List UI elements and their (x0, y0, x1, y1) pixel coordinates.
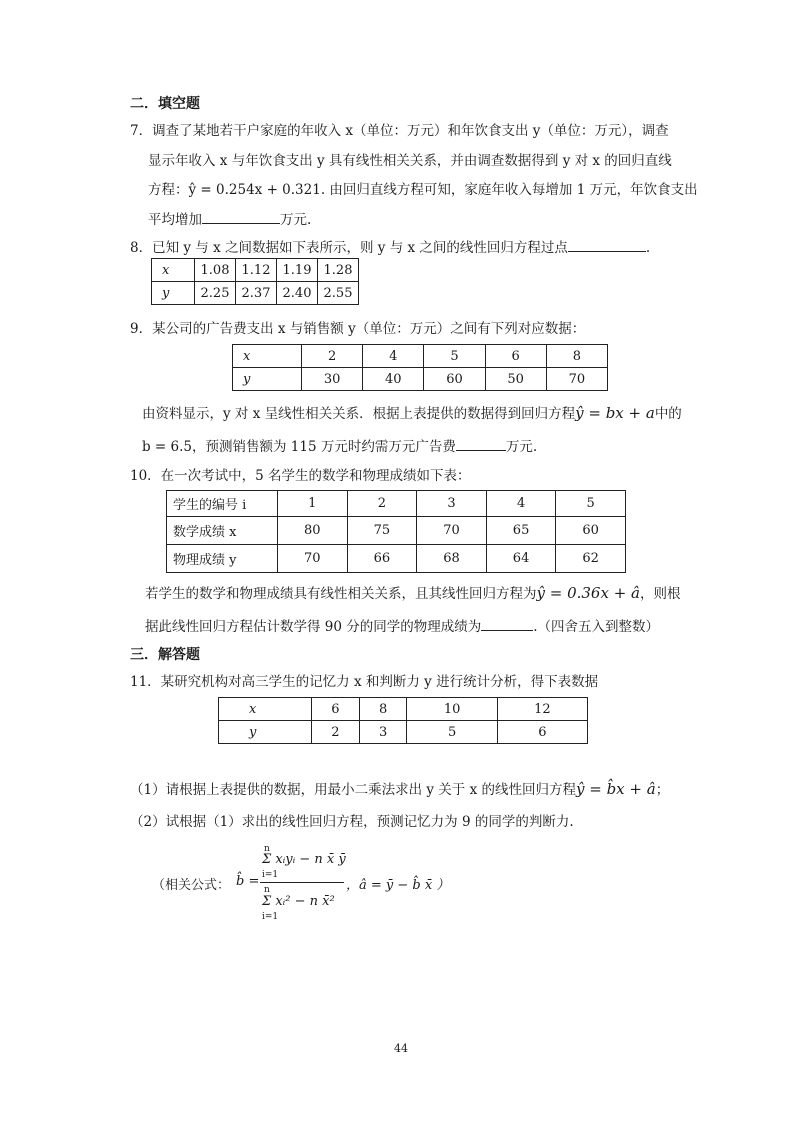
table-row (167, 545, 626, 573)
q9-unit: 万元. (505, 439, 538, 455)
q7-line-2: 显示年收入 x 与年饮食支出 y 具有线性相关关系，并由调查数据得到 y 对 x 的回归直线 (148, 153, 672, 169)
table-cell: y (152, 282, 195, 305)
table-cell: 4 (363, 345, 424, 368)
q8-answer-blank[interactable] (568, 237, 646, 252)
q9-line-2 (142, 404, 682, 423)
q11-part-1-text: （1）请根据上表提供的数据，用最小二乘法求出 y 关于 x 的线性回归方程 (130, 782, 576, 798)
table-cell: 物理成绩 y (167, 545, 278, 573)
table-cell: 1.28 (318, 259, 359, 282)
q10-answer-blank[interactable] (481, 616, 533, 631)
section-heading-fill-blank: 二．填空题 (130, 96, 200, 112)
table-cell: 60 (556, 517, 626, 545)
table-cell: 2 (347, 491, 417, 517)
table-cell: 2.40 (277, 282, 318, 305)
table-cell: 2.25 (195, 282, 236, 305)
table-row (152, 282, 359, 305)
table-cell: x (152, 259, 195, 282)
table-cell: 6 (312, 698, 360, 721)
q9-regression-equation: ŷ = bx + a (575, 404, 655, 422)
q10-table (166, 490, 626, 573)
sum-upper-limit-2: n (264, 885, 270, 895)
q9-line-3 (142, 436, 537, 456)
table-cell: 50 (485, 368, 546, 391)
table-row (152, 259, 359, 282)
table-cell: 66 (347, 545, 417, 573)
table-cell: 8 (546, 345, 607, 368)
table-cell: 62 (556, 545, 626, 573)
q11-line-1: 11．某研究机构对高三学生的记忆力 x 和判断力 y 进行统计分析，得下表数据 (130, 674, 599, 690)
table-cell: 10 (407, 698, 497, 721)
formula-denominator: Σ xᵢ² − n x̄² (262, 894, 335, 909)
sum-lower-limit-2: i=1 (262, 912, 279, 922)
q11-table (218, 697, 588, 744)
table-cell: 64 (486, 545, 556, 573)
table-cell: 1.19 (277, 259, 318, 282)
table-cell: 70 (546, 368, 607, 391)
table-cell: 1 (278, 491, 348, 517)
q9-text-3: b = 6.5，预测销售额为 115 万元时约需万元广告费 (142, 439, 456, 455)
q7-line-3: 方程：ŷ = 0.254x + 0.321. 由回归直线方程可知，家庭年收入每增加 1 万元，年饮食支出 (148, 182, 698, 198)
table-cell: 40 (363, 368, 424, 391)
q8-text: 8．已知 y 与 x 之间数据如下表所示，则 y 与 x 之间的线性回归方程过点 (130, 240, 568, 256)
q9-answer-blank[interactable] (456, 436, 506, 451)
table-cell: 2 (302, 345, 363, 368)
sum-upper-limit: n (264, 844, 270, 854)
q11-part-2: （2）试根据（1）求出的线性回归方程，预测记忆力为 9 的同学的判断力. (130, 814, 574, 830)
table-row (167, 517, 626, 545)
q9-text-2: 由资料显示，y 对 x 呈线性相关关系．根据上表提供的数据得到回归方程 (142, 406, 576, 422)
table-cell: 68 (417, 545, 487, 573)
table-cell: 2.37 (236, 282, 277, 305)
q10-line-2 (145, 584, 680, 603)
table-cell: 6 (497, 721, 587, 744)
table-cell: x (233, 345, 302, 368)
table-cell: 75 (347, 517, 417, 545)
q10-note: .（四舍五入到整数） (533, 619, 660, 635)
table-cell: 80 (278, 517, 348, 545)
q10-text-2b: ，则根 (639, 586, 681, 602)
table-cell: 5 (556, 491, 626, 517)
table-cell: 70 (417, 517, 487, 545)
q10-line-3 (145, 616, 659, 636)
q10-text-2: 若学生的数学和物理成绩具有线性相关关系，且其线性回归方程为 (145, 586, 537, 602)
a-hat-formula: ，â = ȳ − b̂ x̄ ） (346, 878, 450, 893)
q10-regression-equation: ŷ = 0.36x + â (536, 584, 640, 602)
table-cell: 1.12 (236, 259, 277, 282)
table-cell: 6 (485, 345, 546, 368)
q7-unit: 万元. (280, 212, 312, 228)
table-cell: 8 (359, 698, 407, 721)
table-cell: 2 (312, 721, 360, 744)
table-cell: 5 (407, 721, 497, 744)
q7-line-1: 7．调查了某地若干户家庭的年收入 x（单位：万元）和年饮食支出 y（单位：万元），调查 (130, 123, 669, 139)
q9-table (232, 344, 608, 391)
q7-text: 平均增加 (148, 212, 202, 228)
q11-part-1-end: ； (655, 782, 670, 798)
q8-line (130, 237, 650, 257)
q10-line-1: 10．在一次考试中，5 名学生的数学和物理成绩如下表： (130, 468, 471, 484)
table-row (219, 698, 588, 721)
table-cell: 30 (302, 368, 363, 391)
table-cell: 65 (486, 517, 556, 545)
table-cell: y (233, 368, 302, 391)
formula-label: （相关公式： (152, 878, 231, 893)
q9-text-2b: 中的 (654, 406, 682, 422)
q11-regression-equation: ŷ = b̂x + â (576, 780, 656, 798)
q7-answer-blank[interactable] (202, 209, 280, 224)
table-cell: 3 (417, 491, 487, 517)
q10-text-3: 据此线性回归方程估计数学得 90 分的同学的物理成绩为 (145, 619, 482, 635)
table-row (233, 368, 608, 391)
q9-line-1: 9．某公司的广告费支出 x 与销售额 y（单位：万元）之间有下列对应数据： (130, 321, 586, 337)
table-cell: 3 (359, 721, 407, 744)
table-cell: 60 (424, 368, 485, 391)
q7-line-4 (148, 209, 311, 229)
table-cell: x (219, 698, 312, 721)
table-cell: 2.55 (318, 282, 359, 305)
table-row (219, 721, 588, 744)
formula-numerator: Σ xᵢyᵢ − n x̄ ȳ (262, 852, 346, 867)
b-hat-symbol: b̂ = (236, 874, 260, 889)
fraction-bar (260, 882, 344, 883)
table-row (167, 491, 626, 517)
sum-lower-limit: i=1 (262, 870, 279, 880)
table-cell: 1.08 (195, 259, 236, 282)
q11-part-1 (130, 780, 669, 799)
table-cell: 5 (424, 345, 485, 368)
page-number: 44 (394, 1042, 408, 1055)
table-cell: y (219, 721, 312, 744)
table-cell: 4 (486, 491, 556, 517)
q8-table (151, 258, 359, 305)
table-cell: 数学成绩 x (167, 517, 278, 545)
table-row (233, 345, 608, 368)
section-heading-solve: 三．解答题 (130, 647, 200, 663)
table-cell: 70 (278, 545, 348, 573)
table-cell: 学生的编号 i (167, 491, 278, 517)
table-cell: 12 (497, 698, 587, 721)
q8-period: . (645, 240, 651, 256)
